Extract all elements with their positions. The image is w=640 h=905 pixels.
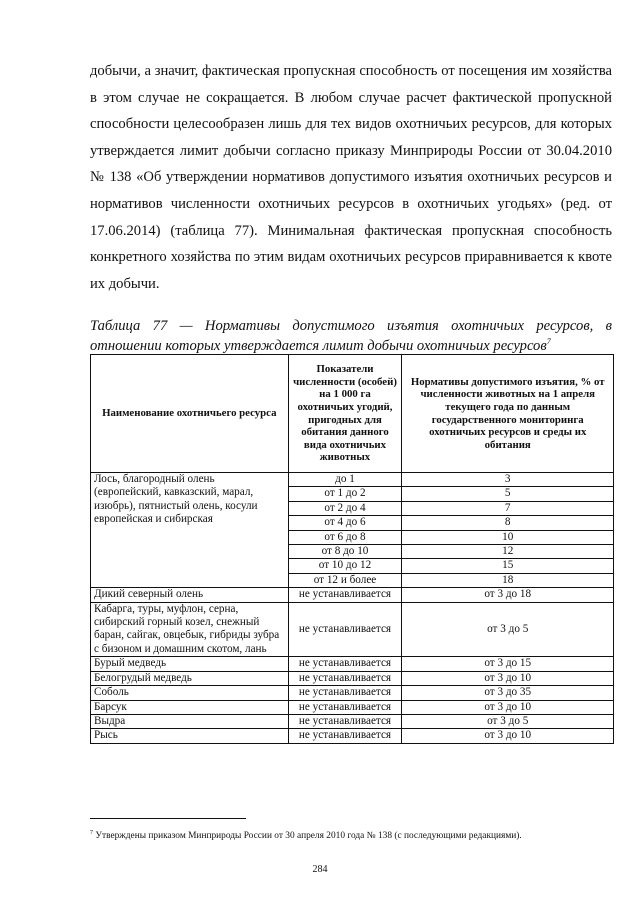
table-caption [90,318,612,354]
body-text: добычи, а значит, фактическая пропускная способность от посещения им хозяйства в этом случае не сокращается. В любом случае расчет фактической пропускной способности целесообразен лишь для тех видов охотничьих ресурсов, для которых утверждается лимит добычи согласно приказу Минприроды России от 30.04.2010 № 138 «Об утверждении нормативов допустимого изъятия охотничьих ресурсов и нормативов численности охотничьих ресурсов в охотничьих угодьях» (ред. от 17.06.2014) (таблица 77). Минимальная фактическая пропускная способность конкретного хозяйства по этим видам охотничьих ресурсов приравнивается к квоте их добычи. [90,63,612,292]
table-row [91,729,614,743]
cell-density: не устанавливается [288,602,402,657]
table-row [91,714,614,728]
table-row [91,602,614,657]
cell-norm: от 3 до 10 [402,671,614,685]
cell-density: от 10 до 12 [288,559,402,573]
table-row [91,657,614,671]
header-resource-name: Наименование охотничьего ресурса [91,355,289,473]
cell-resource-name: Барсук [91,700,289,714]
cell-resource-name: Соболь [91,686,289,700]
table-row [91,700,614,714]
cell-density: не устанавливается [288,671,402,685]
footnote-mark: 7 [90,830,93,836]
body-paragraph [90,58,612,297]
cell-density: от 2 до 4 [288,501,402,515]
cell-density: не устанавливается [288,686,402,700]
table-header-row [91,355,614,473]
cell-norm: от 3 до 5 [402,602,614,657]
table-row [91,588,614,602]
table-row [91,671,614,685]
caption-footnote-mark: 7 [546,337,551,346]
cell-density: не устанавливается [288,714,402,728]
cell-density: от 1 до 2 [288,487,402,501]
cell-resource-name: Бурый медведь [91,657,289,671]
page-number: 284 [312,864,328,875]
footnote-text: Утверждены приказом Минприроды России от 30 апреля 2010 года № 138 (с последующими редакциями). [95,831,522,842]
header-norm: Нормативы допустимого изъятия, % от численности животных на 1 апреля текущего года по данным государственного мониторинга охотничьих ресурсов и среды их обитания [402,355,614,473]
cell-norm: от 3 до 5 [402,714,614,728]
footnote [90,830,620,841]
cell-density: от 8 до 10 [288,545,402,559]
cell-density: не устанавливается [288,700,402,714]
cell-resource-name: Лось, благородный олень (европейский, кавказский, марал, изюбрь), пятнистый олень, косули европейская и сибирская [91,473,289,588]
cell-norm: 10 [402,530,614,544]
header-density: Показатели численности (особей) на 1 000 га охотничьих угодий, пригодных для обитания данного вида охотничьих животных [288,355,402,473]
cell-resource-name: Белогрудый медведь [91,671,289,685]
cell-density: не устанавливается [288,729,402,743]
cell-resource-name: Выдра [91,714,289,728]
cell-density: до 1 [288,473,402,487]
cell-norm: от 3 до 15 [402,657,614,671]
cell-resource-name: Кабарга, туры, муфлон, серна, сибирский горный козел, снежный баран, сайгак, овцебык, гибриды зубра с бизоном и домашним скотом, лань [91,602,289,657]
cell-norm: 12 [402,545,614,559]
cell-norm: 3 [402,473,614,487]
footnote-rule [90,818,246,819]
table-row [91,473,614,487]
cell-norm: от 3 до 18 [402,588,614,602]
caption-text: Таблица 77 — Нормативы допустимого изъятия охотничьих ресурсов, в отношении которых утверждается лимит добычи охотничьих ресурсов [90,318,612,354]
cell-density: не устанавливается [288,657,402,671]
cell-density: от 12 и более [288,573,402,587]
cell-norm: 5 [402,487,614,501]
cell-density: не устанавливается [288,588,402,602]
table-row [91,686,614,700]
cell-norm: 8 [402,516,614,530]
cell-norm: 18 [402,573,614,587]
cell-norm: 7 [402,501,614,515]
cell-norm: от 3 до 35 [402,686,614,700]
cell-density: от 4 до 6 [288,516,402,530]
cell-norm: от 3 до 10 [402,700,614,714]
cell-density: от 6 до 8 [288,530,402,544]
cell-resource-name: Дикий северный олень [91,588,289,602]
cell-norm: от 3 до 10 [402,729,614,743]
cell-resource-name: Рысь [91,729,289,743]
cell-norm: 15 [402,559,614,573]
norms-table [90,354,614,744]
